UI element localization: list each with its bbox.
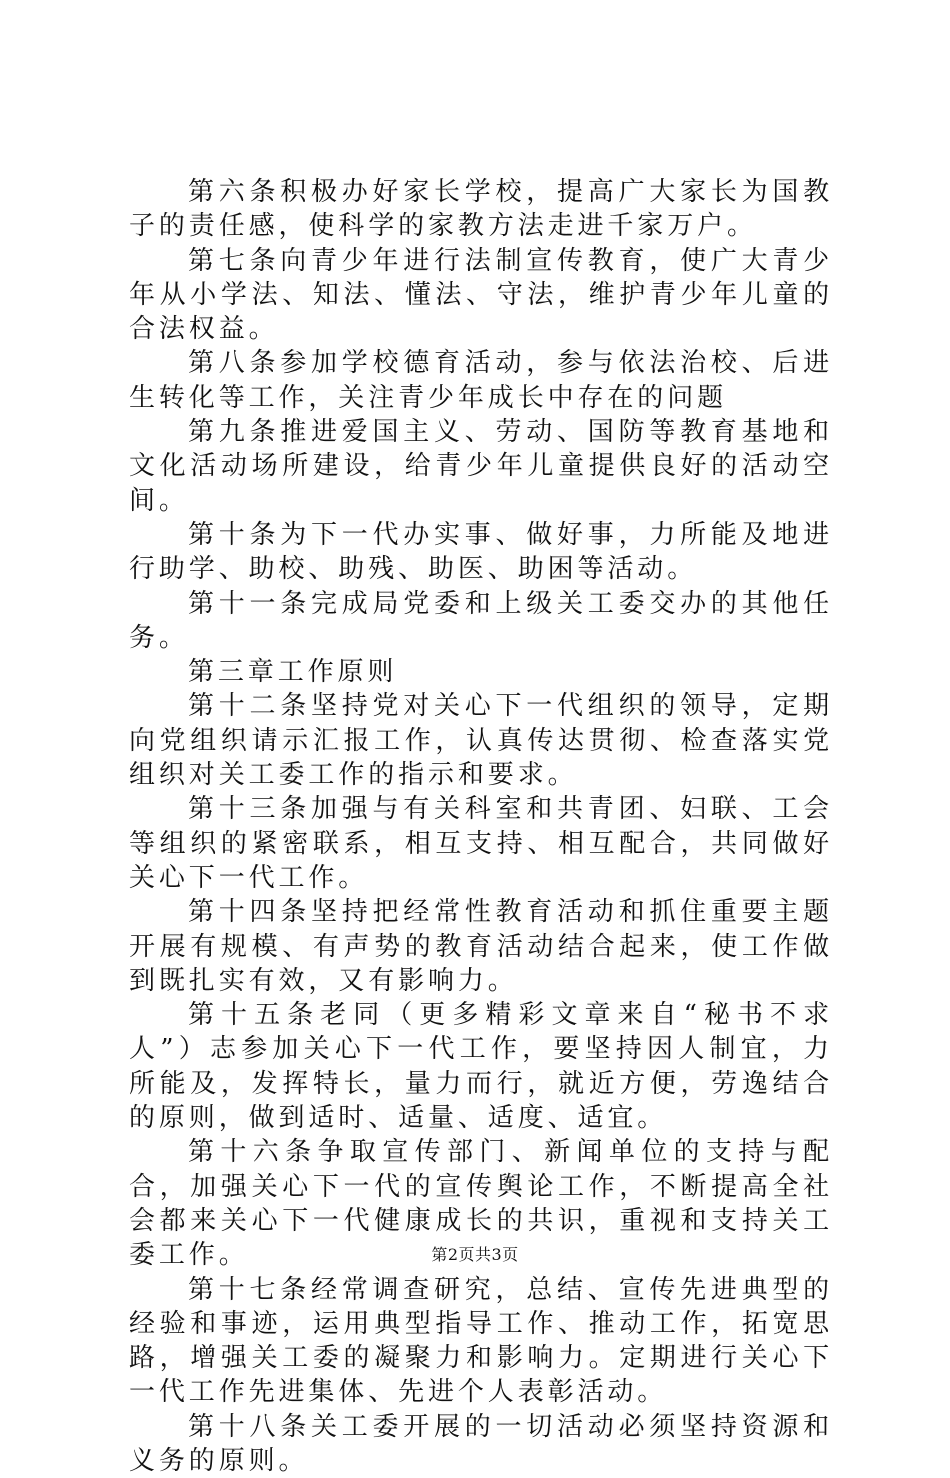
paragraph-article-18: 第十八条关工委开展的一切活动必须坚持资源和义务的原则。: [129, 1411, 833, 1476]
page-footer: [0, 1245, 950, 1265]
paragraph-article-10: 第十条为下一代办实事、做好事，力所能及地进行助学、助校、助残、助医、助困等活动。: [129, 519, 833, 585]
page-total: 共3页: [475, 1245, 519, 1264]
paragraph-article-6: 第六条积极办好家长学校，提高广大家长为国教子的责任感，使科学的家教方法走进千家万户。: [129, 177, 833, 242]
document-body: [129, 175, 833, 1478]
paragraph-article-17: 第十七条经常调查研究，总结、宣传先进典型的经验和事迹，运用典型指导工作、推动工作，拓宽思路，增强关工委的凝聚力和影响力。定期进行关心下一代工作先进集体、先进个人表彰活动。: [129, 1274, 833, 1408]
paragraph-article-15: 第十五条老同（更多精彩文章来自“秘书不求人”）志参加关心下一代工作，要坚持因人制宜，力所能及，发挥特长，量力而行，就近方便，劳逸结合的原则，做到适时、适量、适度、适宜。: [129, 1000, 833, 1134]
paragraph-article-7: 第七条向青少年进行法制宣传教育，使广大青少年从小学法、知法、懂法、守法，维护青少年儿童的合法权益。: [129, 245, 833, 345]
page-number: 第2页: [431, 1245, 475, 1264]
paragraph-article-13: 第十三条加强与有关科室和共青团、妇联、工会等组织的紧密联系，相互支持、相互配合，共同做好关心下一代工作。: [129, 794, 833, 893]
paragraph-article-12: 第十二条坚持党对关心下一代组织的领导，定期向党组织请示汇报工作，认真传达贯彻、检查落实党组织对关工委工作的指示和要求。: [129, 691, 833, 791]
paragraph-article-8: 第八条参加学校德育活动，参与依法治校、后进生转化等工作，关注青少年成长中存在的问题: [129, 348, 833, 413]
paragraph-article-16: 第十六条争取宣传部门、新闻单位的支持与配合，加强关心下一代的宣传舆论工作，不断提高全社会都来关心下一代健康成长的共识，重视和支持关工委工作。: [129, 1137, 833, 1271]
paragraph-article-9: 第九条推进爱国主义、劳动、国防等教育基地和文化活动场所建设，给青少年儿童提供良好的活动空间。: [129, 417, 833, 516]
paragraph-article-11: 第十一条完成局党委和上级关工委交办的其他任务。: [129, 588, 833, 653]
paragraph-article-14: 第十四条坚持把经常性教育活动和抓住重要主题开展有规模、有声势的教育活动结合起来，使工作做到既扎实有效，又有影响力。: [129, 897, 833, 996]
chapter-heading: 第三章工作原则: [188, 657, 398, 688]
